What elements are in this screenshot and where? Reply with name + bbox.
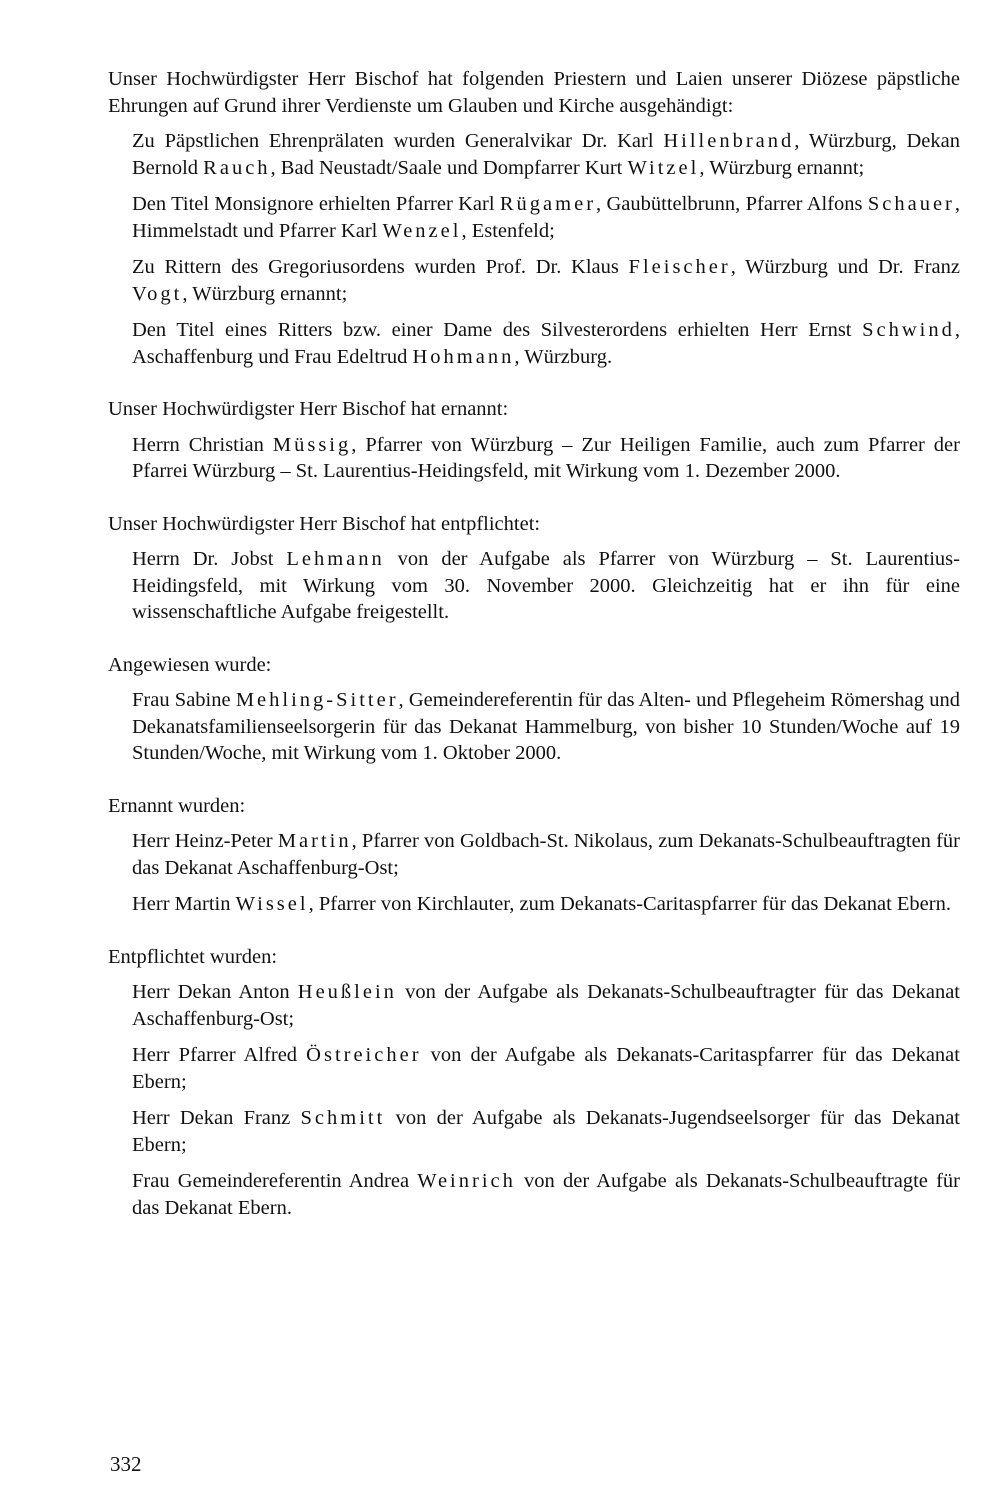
- person-surname: Witzel: [627, 156, 700, 179]
- entry-text: Herr Martin: [132, 893, 236, 915]
- entry-text: , Aschaffenburg und Frau Edeltrud: [132, 319, 960, 368]
- section-intro: Unser Hochwürdigster Herr Bischof hat folgenden Priestern und Laien unserer Diözese päpstliche Ehrungen auf Grund ihrer Verdienste um Glauben und Kirche ausgehändigt:: [108, 68, 960, 117]
- person-surname: Lehmann: [286, 548, 385, 570]
- announcement-sections: [108, 66, 960, 1221]
- entry-text: Den Titel Monsignore erhielten Pfarrer Karl: [132, 193, 500, 215]
- announcement-section: [108, 793, 960, 918]
- section-entries: [132, 979, 960, 1221]
- section-intro: Unser Hochwürdigster Herr Bischof hat ernannt:: [108, 398, 509, 420]
- entry-text: Zu Rittern des Gregoriusordens wurden Prof. Dr. Klaus: [132, 256, 629, 278]
- person-surname: Müssig: [272, 433, 352, 456]
- person-surname: Wissel: [235, 893, 309, 915]
- entry-text: Herr Dekan Franz: [132, 1107, 301, 1129]
- entry-text: Zu Päpstlichen Ehrenprälaten wurden Generalvikar Dr. Karl: [132, 130, 664, 152]
- entry-text: Frau Gemeindereferentin Andrea: [132, 1170, 418, 1192]
- announcement-section: [108, 652, 960, 767]
- appointment-entry: [132, 1042, 960, 1095]
- entry-text: , Würzburg, Dekan Bernold: [132, 130, 960, 179]
- entry-text: , Würzburg.: [514, 345, 613, 368]
- entry-text: , Pfarrer von Goldbach-St. Nikolaus, zum Dekanats-Schulbeauftragten für das Dekanat Aschaffenburg-Ost;: [132, 830, 961, 879]
- appointment-entry: [132, 1168, 960, 1221]
- entry-text: , Estenfeld;: [461, 219, 555, 242]
- entry-text: , Himmelstadt und Pfarrer Karl: [132, 193, 961, 242]
- person-surname: Mehling-Sitter: [235, 689, 399, 711]
- person-surname: Rauch: [203, 156, 271, 179]
- section-entries: [132, 432, 960, 485]
- entry-text: , Bad Neustadt/Saale und Dompfarrer Kurt: [270, 156, 628, 179]
- entry-text: Den Titel eines Ritters bzw. einer Dame des Silvesterordens erhielten Herr Ernst: [132, 319, 863, 341]
- appointment-entry: [132, 546, 960, 626]
- entry-text: , Gemeindereferentin für das Alten- und Pflegeheim Römershag und Dekanatsfamilienseelsorgerin für das Dekanat Hammelburg, von bisher 10 Stunden/Woche auf 19 Stunden/Woche, mit Wirkung vom 1. Oktober 2000.: [132, 689, 960, 764]
- entry-text: Frau Sabine: [132, 689, 236, 711]
- section-intro: Ernannt wurden:: [108, 794, 246, 817]
- person-surname: Weinrich: [417, 1170, 516, 1192]
- section-entries: [132, 128, 960, 370]
- appointment-entry: [132, 828, 960, 881]
- person-surname: Hohmann: [412, 345, 515, 368]
- person-surname: Rügamer: [499, 193, 597, 215]
- section-entries: [132, 546, 960, 626]
- document-page: [108, 66, 960, 1247]
- appointment-entry: [132, 191, 960, 244]
- person-surname: Hillenbrand: [663, 130, 795, 152]
- person-surname: Schauer: [867, 193, 955, 215]
- section-entries: [132, 828, 960, 918]
- section-intro: Unser Hochwürdigster Herr Bischof hat entpflichtet:: [108, 512, 541, 535]
- announcement-section: [108, 944, 960, 1222]
- person-surname: Schwind: [862, 319, 955, 341]
- person-surname: Vogt: [132, 282, 183, 305]
- entry-text: von der Aufgabe als Dekanats-Schulbeauftragte für das Dekanat Ebern.: [132, 1170, 960, 1219]
- announcement-section: [108, 396, 960, 485]
- entry-text: Herrn Dr. Jobst: [132, 548, 287, 570]
- announcement-section: [108, 511, 960, 626]
- person-surname: Wenzel: [382, 219, 462, 242]
- entry-text: , Würzburg und Dr. Franz: [730, 256, 960, 278]
- person-surname: Fleischer: [628, 256, 731, 278]
- entry-text: Herr Dekan Anton: [132, 981, 298, 1003]
- entry-text: Herr Heinz-Peter: [132, 830, 278, 852]
- appointment-entry: [132, 979, 960, 1032]
- announcement-section: [108, 66, 960, 370]
- entry-text: Herr Pfarrer Alfred: [132, 1044, 307, 1066]
- appointment-entry: [132, 432, 960, 485]
- entry-text: von der Aufgabe als Dekanats-Caritaspfarrer für das Dekanat Ebern;: [132, 1044, 960, 1093]
- appointment-entry: [132, 1105, 960, 1158]
- entry-text: , Würzburg ernannt;: [699, 156, 865, 179]
- appointment-entry: [132, 128, 960, 181]
- appointment-entry: [132, 317, 960, 370]
- entry-text: , Würzburg ernannt;: [182, 282, 348, 305]
- entry-text: von der Aufgabe als Dekanats-Jugendseelsorger für das Dekanat Ebern;: [132, 1107, 960, 1156]
- person-surname: Heußlein: [297, 981, 397, 1003]
- person-surname: Östreicher: [306, 1044, 422, 1066]
- entry-text: von der Aufgabe als Pfarrer von Würzburg – St. Laurentius-Heidingsfeld, mit Wirkung vom 30. November 2000. Gleichzeitig hat er ihn für eine wissenschaftliche Aufgabe freigestellt.: [132, 548, 960, 623]
- entry-text: , Pfarrer von Würzburg – Zur Heiligen Familie, auch zum Pfarrer der Pfarrei Würzburg – St. Laurentius-Heidingsfeld, mit Wirkung vom 1. Dezember 2000.: [132, 433, 960, 482]
- person-surname: Martin: [277, 830, 352, 852]
- entry-text: , Gaubüttelbrunn, Pfarrer Alfons: [596, 193, 868, 215]
- section-intro: Entpflichtet wurden:: [108, 945, 278, 968]
- section-intro: Angewiesen wurde:: [108, 653, 272, 676]
- section-entries: [132, 687, 960, 767]
- entry-text: von der Aufgabe als Dekanats-Schulbeauftragter für das Dekanat Aschaffenburg-Ost;: [132, 981, 960, 1030]
- page-number: 332: [110, 1452, 142, 1476]
- appointment-entry: [132, 687, 960, 767]
- person-surname: Schmitt: [300, 1107, 386, 1129]
- entry-text: Herrn Christian: [132, 433, 273, 456]
- appointment-entry: [132, 891, 960, 918]
- appointment-entry: [132, 254, 960, 307]
- entry-text: , Pfarrer von Kirchlauter, zum Dekanats-Caritaspfarrer für das Dekanat Ebern.: [308, 893, 951, 915]
